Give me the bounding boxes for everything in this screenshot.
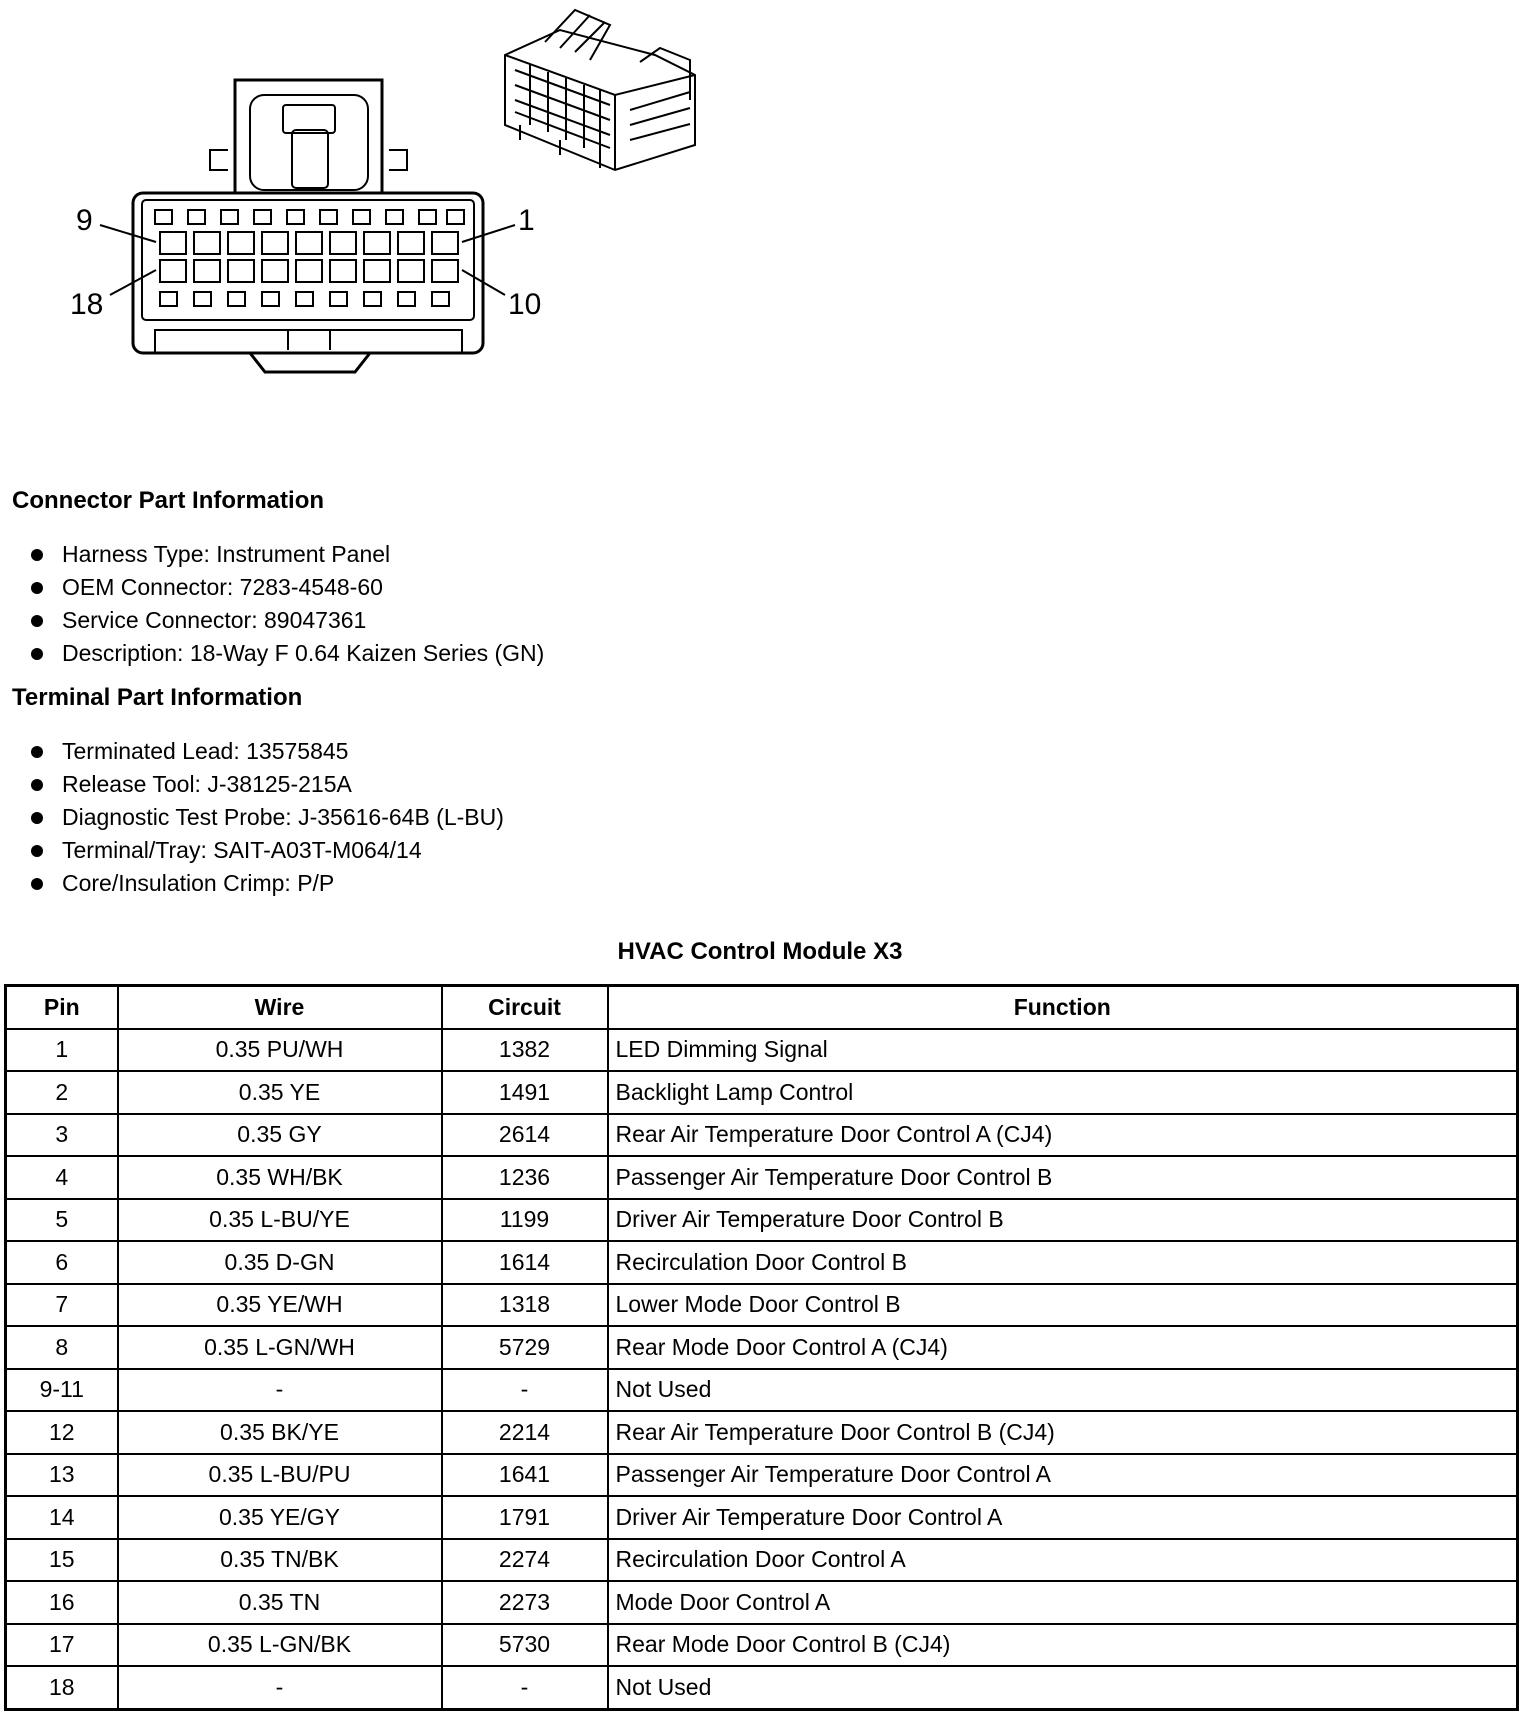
cell-circuit: 1491	[442, 1071, 608, 1114]
table-row	[6, 1454, 1518, 1497]
list-item: Release Tool: J-38125-215A	[28, 768, 504, 801]
table-row	[6, 1156, 1518, 1199]
cell-function: Lower Mode Door Control B	[608, 1284, 1518, 1327]
cell-function: Recirculation Door Control A	[608, 1539, 1518, 1582]
cell-circuit: -	[442, 1666, 608, 1709]
cell-circuit: 1318	[442, 1284, 608, 1327]
cell-pin: 4	[6, 1156, 118, 1199]
cell-pin: 15	[6, 1539, 118, 1582]
table-row	[6, 1411, 1518, 1454]
cell-function: Rear Mode Door Control A (CJ4)	[608, 1326, 1518, 1369]
cell-function: Recirculation Door Control B	[608, 1241, 1518, 1284]
table-row	[6, 1624, 1518, 1667]
table-row	[6, 1496, 1518, 1539]
cell-wire: -	[118, 1666, 442, 1709]
table-row	[6, 1284, 1518, 1327]
cell-circuit: 5730	[442, 1624, 608, 1667]
cell-pin: 5	[6, 1199, 118, 1242]
cell-wire: 0.35 TN	[118, 1581, 442, 1624]
cell-circuit: 1199	[442, 1199, 608, 1242]
pin-label-9: 9	[76, 204, 93, 237]
cell-circuit: 1382	[442, 1029, 608, 1072]
header-pin: Pin	[6, 986, 118, 1029]
connector-info-list	[28, 538, 544, 670]
table-row	[6, 1326, 1518, 1369]
list-item: Terminated Lead: 13575845	[28, 735, 504, 768]
cell-pin: 14	[6, 1496, 118, 1539]
table-row	[6, 1539, 1518, 1582]
table-row	[6, 1199, 1518, 1242]
table-row	[6, 1029, 1518, 1072]
cell-wire: 0.35 L-BU/YE	[118, 1199, 442, 1242]
cell-pin: 18	[6, 1666, 118, 1709]
cell-pin: 13	[6, 1454, 118, 1497]
cell-function: Driver Air Temperature Door Control A	[608, 1496, 1518, 1539]
connector-face-drawing	[0, 0, 760, 420]
cell-function: Passenger Air Temperature Door Control B	[608, 1156, 1518, 1199]
cell-circuit: 2214	[442, 1411, 608, 1454]
table-title: HVAC Control Module X3	[617, 938, 903, 965]
cell-circuit: 1614	[442, 1241, 608, 1284]
cell-wire: 0.35 L-GN/BK	[118, 1624, 442, 1667]
cell-function: LED Dimming Signal	[608, 1029, 1518, 1072]
pin-label-18: 18	[70, 288, 104, 321]
terminal-info-list	[28, 735, 504, 900]
cell-circuit: 1236	[442, 1156, 608, 1199]
cell-wire: 0.35 L-GN/WH	[118, 1326, 442, 1369]
table-header-row	[6, 986, 1518, 1029]
cell-wire: 0.35 TN/BK	[118, 1539, 442, 1582]
cell-circuit: 1791	[442, 1496, 608, 1539]
pin-label-1: 1	[518, 204, 535, 237]
cell-pin: 6	[6, 1241, 118, 1284]
header-function: Function	[608, 986, 1518, 1029]
cell-pin: 1	[6, 1029, 118, 1072]
list-item: Harness Type: Instrument Panel	[28, 538, 544, 571]
cell-function: Rear Air Temperature Door Control B (CJ4)	[608, 1411, 1518, 1454]
list-item: Description: 18-Way F 0.64 Kaizen Series (GN)	[28, 637, 544, 670]
list-item: OEM Connector: 7283-4548-60	[28, 571, 544, 604]
cell-circuit: 2274	[442, 1539, 608, 1582]
cell-function: Mode Door Control A	[608, 1581, 1518, 1624]
cell-pin: 17	[6, 1624, 118, 1667]
cell-circuit: 2273	[442, 1581, 608, 1624]
table-row	[6, 1666, 1518, 1709]
cell-circuit: 5729	[442, 1326, 608, 1369]
cell-pin: 7	[6, 1284, 118, 1327]
cell-circuit: 2614	[442, 1114, 608, 1157]
cell-pin: 9-11	[6, 1369, 118, 1412]
cell-wire: 0.35 YE/GY	[118, 1496, 442, 1539]
list-item: Diagnostic Test Probe: J-35616-64B (L-BU)	[28, 801, 504, 834]
cell-wire: 0.35 GY	[118, 1114, 442, 1157]
table-row	[6, 1114, 1518, 1157]
list-item: Core/Insulation Crimp: P/P	[28, 867, 504, 900]
list-item: Service Connector: 89047361	[28, 604, 544, 637]
table-row	[6, 1241, 1518, 1284]
cell-function: Backlight Lamp Control	[608, 1071, 1518, 1114]
cell-function: Not Used	[608, 1369, 1518, 1412]
cell-function: Driver Air Temperature Door Control B	[608, 1199, 1518, 1242]
cell-pin: 2	[6, 1071, 118, 1114]
cell-function: Rear Mode Door Control B (CJ4)	[608, 1624, 1518, 1667]
cell-wire: 0.35 D-GN	[118, 1241, 442, 1284]
cell-function: Rear Air Temperature Door Control A (CJ4)	[608, 1114, 1518, 1157]
cell-circuit: -	[442, 1369, 608, 1412]
header-circuit: Circuit	[442, 986, 608, 1029]
cell-wire: 0.35 WH/BK	[118, 1156, 442, 1199]
header-wire: Wire	[118, 986, 442, 1029]
cell-pin: 8	[6, 1326, 118, 1369]
cell-wire: 0.35 L-BU/PU	[118, 1454, 442, 1497]
table-row	[6, 1369, 1518, 1412]
connector-diagram	[0, 0, 760, 420]
cell-wire: -	[118, 1369, 442, 1412]
list-item: Terminal/Tray: SAIT-A03T-M064/14	[28, 834, 504, 867]
cell-wire: 0.35 YE	[118, 1071, 442, 1114]
cell-pin: 12	[6, 1411, 118, 1454]
pin-label-10: 10	[508, 288, 542, 321]
cell-wire: 0.35 PU/WH	[118, 1029, 442, 1072]
cell-circuit: 1641	[442, 1454, 608, 1497]
cell-function: Not Used	[608, 1666, 1518, 1709]
cell-wire: 0.35 YE/WH	[118, 1284, 442, 1327]
cell-pin: 3	[6, 1114, 118, 1157]
pin-table	[4, 984, 1519, 1711]
cell-function: Passenger Air Temperature Door Control A	[608, 1454, 1518, 1497]
connector-info-title: Connector Part Information	[12, 487, 325, 514]
cell-wire: 0.35 BK/YE	[118, 1411, 442, 1454]
cell-pin: 16	[6, 1581, 118, 1624]
table-row	[6, 1071, 1518, 1114]
table-row	[6, 1581, 1518, 1624]
terminal-info-title: Terminal Part Information	[12, 684, 303, 711]
